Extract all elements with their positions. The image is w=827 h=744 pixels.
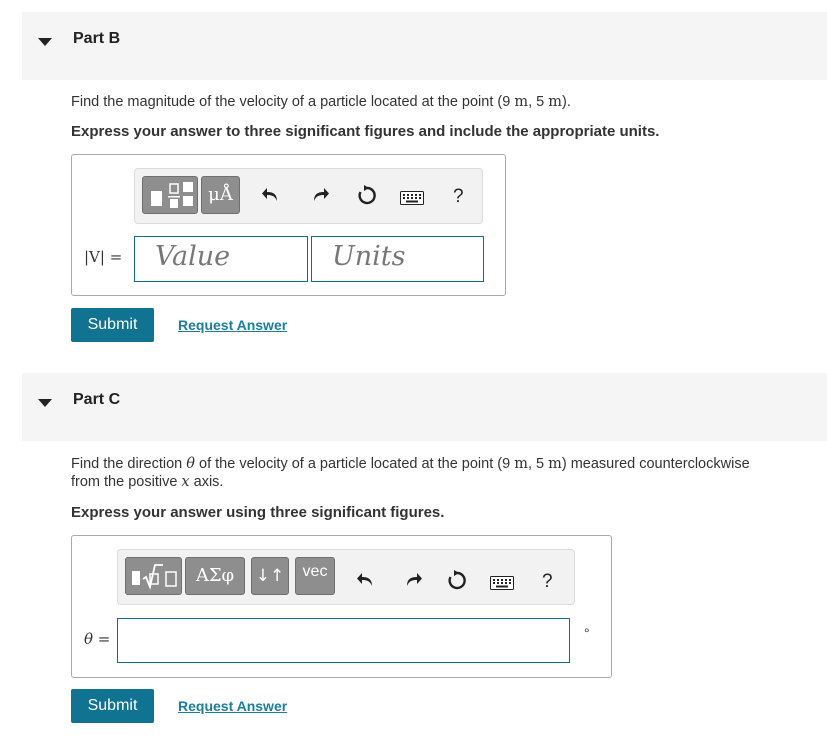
arrows-button[interactable]: ↓↑ [251, 557, 289, 595]
undo-icon[interactable] [356, 570, 376, 595]
theta-label: θ = [84, 630, 111, 648]
redo-icon[interactable] [403, 570, 423, 595]
part-c-instruction: Express your answer using three significant figures. [71, 504, 445, 521]
undo-icon[interactable] [261, 185, 281, 210]
keyboard-icon[interactable] [400, 189, 424, 210]
templates-radical-icon [126, 558, 183, 596]
help-icon[interactable]: ? [453, 186, 464, 207]
part-c-toolbar [117, 549, 575, 605]
units-button[interactable]: μÅ [201, 176, 240, 214]
templates-button[interactable] [125, 557, 182, 595]
units-input[interactable]: Units [311, 236, 484, 282]
greek-button[interactable]: ΑΣφ [185, 557, 245, 595]
degree-symbol: ° [584, 625, 590, 641]
vector-button[interactable]: vec [295, 557, 335, 595]
magnitude-label: |V| = [84, 248, 123, 266]
part-c-request-answer-link[interactable]: Request Answer [178, 698, 288, 714]
part-b-instruction: Express your answer to three significant figures and include the appropriate units. [71, 123, 660, 140]
templates-icon [143, 177, 199, 215]
collapse-caret-icon[interactable] [38, 399, 52, 407]
part-c-submit-button[interactable]: Submit [71, 689, 154, 723]
part-c-title: Part C [73, 391, 121, 408]
part-b-header[interactable] [22, 12, 827, 80]
answer-input[interactable] [117, 618, 570, 663]
collapse-caret-icon[interactable] [38, 38, 52, 46]
part-b-answer-box [71, 154, 506, 296]
part-c-answer-box [71, 535, 612, 678]
value-input[interactable]: Value [134, 236, 308, 282]
templates-button[interactable] [142, 176, 198, 214]
help-icon[interactable]: ? [542, 571, 553, 592]
part-b-question: Find the magnitude of the velocity of a particle located at the point (9 m, 5 m). [71, 94, 571, 110]
redo-icon[interactable] [310, 185, 330, 210]
part-b-title: Part B [73, 30, 121, 47]
reset-icon[interactable] [356, 184, 378, 211]
part-c-header[interactable] [22, 373, 827, 441]
keyboard-icon[interactable] [490, 574, 514, 595]
part-c-question: Find the direction θ of the velocity of a particle located at the point (9 m, 5 m) measured counterclockwise from the positive x axis. [71, 456, 750, 490]
part-b-request-answer-link[interactable]: Request Answer [178, 317, 288, 333]
part-b-toolbar [134, 168, 483, 224]
part-b-submit-button[interactable]: Submit [71, 308, 154, 342]
reset-icon[interactable] [446, 569, 468, 596]
